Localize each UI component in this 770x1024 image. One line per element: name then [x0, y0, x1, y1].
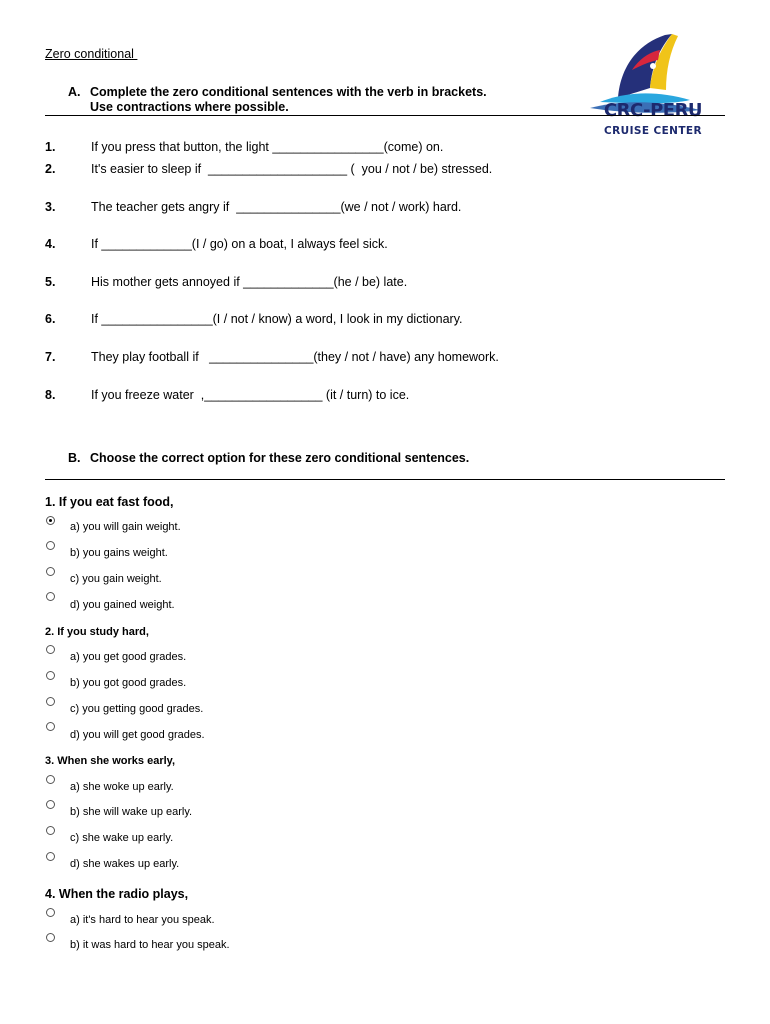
q2-option-b-label[interactable]: b) you got good grades.	[70, 677, 187, 689]
item-6-text: If ________________(I / not / know) a word, I look in my dictionary.	[91, 312, 463, 326]
q2-option-d-radio[interactable]	[46, 722, 55, 731]
section-b-heading	[68, 451, 469, 465]
q2-option-a-label[interactable]: a) you get good grades.	[70, 651, 187, 663]
q1-option-a-radio[interactable]	[46, 516, 55, 525]
q1-option-d-radio[interactable]	[46, 592, 55, 601]
q4-option-a-radio[interactable]	[46, 908, 55, 917]
question-1-stem: 1. If you eat fast food,	[45, 495, 174, 509]
q1-option-c-radio[interactable]	[46, 567, 55, 576]
q4-option-a-label[interactable]: a) it's hard to hear you speak.	[70, 914, 215, 926]
q3-option-c-label[interactable]: c) she wake up early.	[70, 832, 174, 844]
q3-option-a-radio[interactable]	[46, 775, 55, 784]
section-a-heading-line1: Complete the zero conditional sentences with the verb in brackets.	[90, 85, 487, 99]
section-b-divider	[45, 479, 725, 480]
q4-option-b-radio[interactable]	[46, 933, 55, 942]
q1-option-a-label[interactable]: a) you will gain weight.	[70, 521, 181, 533]
item-8-text: If you freeze water ,_________________ (it / turn) to ice.	[91, 388, 410, 402]
q1-option-d-label[interactable]: d) you gained weight.	[70, 599, 175, 611]
q2-option-a-radio[interactable]	[46, 645, 55, 654]
q3-option-b-radio[interactable]	[46, 800, 55, 809]
item-4-number: 4.	[45, 237, 56, 251]
q3-option-d-radio[interactable]	[46, 852, 55, 861]
q2-option-b-radio[interactable]	[46, 671, 55, 680]
crc-peru-logo	[580, 30, 730, 140]
q2-option-c-radio[interactable]	[46, 697, 55, 706]
section-b-letter: B.	[68, 451, 81, 465]
q4-option-b-label[interactable]: b) it was hard to hear you speak.	[70, 939, 230, 951]
item-2-number: 2.	[45, 162, 56, 176]
section-a-heading	[68, 85, 487, 115]
item-8-number: 8.	[45, 388, 56, 402]
section-a-divider	[45, 115, 725, 116]
q2-option-d-label[interactable]: d) you will get good grades.	[70, 729, 205, 741]
question-2-stem: 2. If you study hard,	[45, 626, 149, 638]
item-5-text: His mother gets annoyed if _____________(he / be) late.	[91, 275, 408, 289]
item-3-text: The teacher gets angry if _______________(we / not / work) hard.	[91, 200, 462, 214]
q3-option-d-label[interactable]: d) she wakes up early.	[70, 858, 180, 870]
question-4-stem: 4. When the radio plays,	[45, 887, 189, 901]
q3-option-c-radio[interactable]	[46, 826, 55, 835]
item-7-number: 7.	[45, 350, 56, 364]
item-2-text: It's easier to sleep if ____________________ ( you / not / be) stressed.	[91, 162, 493, 176]
section-a-letter: A.	[68, 85, 81, 99]
logo-wordmark: CRC-PERU	[603, 100, 703, 121]
q1-option-b-radio[interactable]	[46, 541, 55, 550]
item-7-text: They play football if _______________(they / not / have) any homework.	[91, 350, 499, 364]
item-1-number: 1.	[45, 140, 56, 154]
section-a-heading-line2: Use contractions where possible.	[90, 100, 289, 114]
q1-option-c-label[interactable]: c) you gain weight.	[70, 573, 162, 585]
item-5-number: 5.	[45, 275, 56, 289]
item-6-number: 6.	[45, 312, 56, 326]
item-3-number: 3.	[45, 200, 56, 214]
q3-option-a-label[interactable]: a) she woke up early.	[70, 781, 174, 793]
q2-option-c-label[interactable]: c) you getting good grades.	[70, 703, 204, 715]
question-3-stem: 3. When she works early,	[45, 755, 176, 767]
page-title: Zero conditional	[45, 47, 138, 61]
item-4-text: If _____________(I / go) on a boat, I always feel sick.	[91, 237, 388, 251]
item-1-text: If you press that button, the light ________________(come) on.	[91, 140, 444, 154]
q1-option-b-label[interactable]: b) you gains weight.	[70, 547, 168, 559]
section-b-heading-text: Choose the correct option for these zero conditional sentences.	[90, 451, 470, 465]
q3-option-b-label[interactable]: b) she will wake up early.	[70, 806, 193, 818]
logo-subtitle: CRUISE CENTER	[604, 125, 702, 137]
radio-selected-dot	[49, 519, 52, 522]
